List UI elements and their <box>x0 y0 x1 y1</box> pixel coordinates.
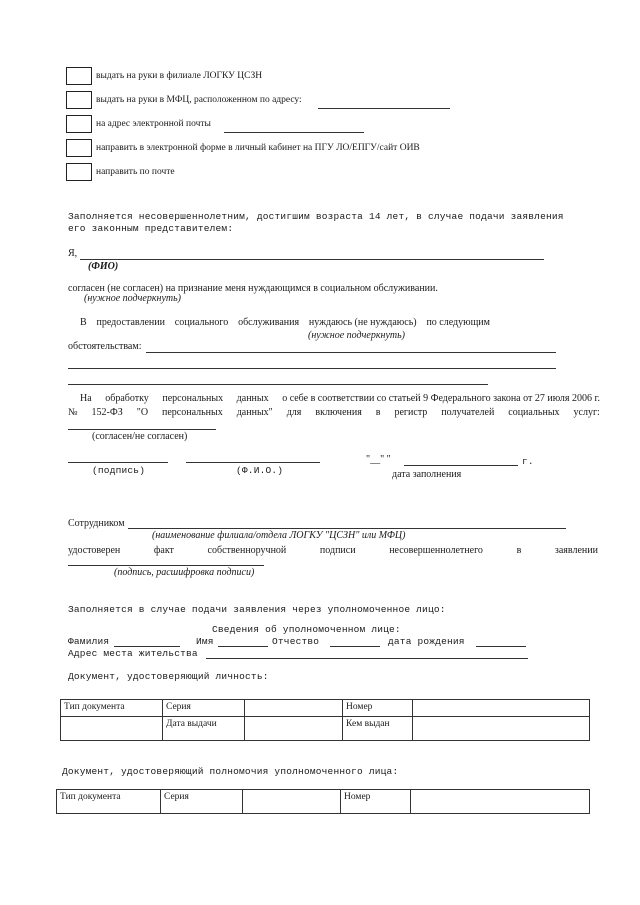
proxy-birth-label: дата рождения <box>388 636 465 647</box>
auth-series-label: Серия <box>161 790 243 814</box>
fio-hint: (ФИО) <box>88 261 119 272</box>
option-cabinet: направить в электронной форме в личный кабинет на ПГУ ЛО/ЕПГУ/сайт ОИВ <box>96 143 420 153</box>
pd-line2: № 152-ФЗ "О персональных данных" для включения в регистр получателей социальных услуг: <box>68 407 600 418</box>
proxy-surname-field[interactable] <box>114 646 180 647</box>
identity-doc-title: Документ, удостоверяющий личность: <box>68 671 269 682</box>
employee-sign-field[interactable] <box>68 565 264 566</box>
year-suffix: г. <box>522 456 534 467</box>
option-branch: выдать на руки в филиале ЛОГКУ ЦСЗН <box>96 71 263 81</box>
checkbox-email[interactable] <box>66 115 92 133</box>
date-quote: "__" " <box>366 454 391 465</box>
proxy-name-label: Имя <box>196 636 214 647</box>
fio-field[interactable] <box>80 259 544 260</box>
proxy-address-field[interactable] <box>206 658 528 659</box>
circumstances-field-2[interactable] <box>68 368 556 369</box>
id-type-label: Тип документа <box>61 700 163 717</box>
signature-fio-hint: (Ф.И.О.) <box>236 465 284 476</box>
proxy-intro: Заполняется в случае подачи заявления через уполномоченное лицо: <box>68 604 446 615</box>
pd-line1: На обработку персональных данных о себе в соответствии со статьей 9 Федерального закона от 27 июля 2006 г. <box>80 393 600 404</box>
mfc-address-field[interactable] <box>318 108 450 109</box>
identity-doc-table <box>60 699 590 741</box>
pd-answer-hint: (согласен/не согласен) <box>92 431 188 442</box>
id-number-value[interactable] <box>413 700 590 717</box>
proxy-patronymic-label: Отчество <box>272 636 320 647</box>
proxy-birth-field[interactable] <box>476 646 526 647</box>
employee-branch-field[interactable] <box>128 528 566 529</box>
minor-intro-line2: его законным представителем: <box>68 223 234 234</box>
ya-label: Я, <box>68 248 78 259</box>
need-hint: (нужное подчеркнуть) <box>308 330 405 341</box>
checkbox-post[interactable] <box>66 163 92 181</box>
signature-hint: (подпись) <box>92 465 146 476</box>
authority-doc-table <box>56 789 590 814</box>
id-series-value[interactable] <box>245 700 343 717</box>
circumstances-field-3[interactable] <box>68 384 488 385</box>
proxy-name-field[interactable] <box>218 646 268 647</box>
signature-field[interactable] <box>68 462 168 463</box>
id-issue-date-value[interactable] <box>245 717 343 741</box>
verify-line: удостоверен факт собственноручной подписи несовершеннолетнего в заявлении <box>68 545 598 556</box>
option-mfc: выдать на руки в МФЦ, расположенном по адресу: <box>96 95 302 105</box>
pd-answer-field[interactable] <box>68 429 216 430</box>
circumstances-field-1[interactable] <box>146 352 556 353</box>
auth-number-label: Номер <box>341 790 411 814</box>
signature-fio-field[interactable] <box>186 462 320 463</box>
minor-intro-line1: Заполняется несовершеннолетним, достигшим возраста 14 лет, в случае подачи заявления <box>68 211 564 222</box>
authority-doc-title: Документ, удостоверяющий полномочия уполномоченного лица: <box>62 766 399 777</box>
consent-hint: (нужное подчеркнуть) <box>84 293 181 304</box>
option-email: на адрес электронной почты <box>96 119 211 129</box>
consent-text: согласен (не согласен) на признание меня нуждающимся в социальном обслуживании. <box>68 283 438 294</box>
employee-hint: (наименование филиала/отдела ЛОГКУ "ЦСЗН" или МФЦ) <box>152 530 406 541</box>
id-series-label: Серия <box>163 700 245 717</box>
proxy-surname-label: Фамилия <box>68 636 110 647</box>
proxy-info-title: Сведения об уполномоченном лице: <box>212 624 401 635</box>
checkbox-branch[interactable] <box>66 67 92 85</box>
employee-sign-hint: (подпись, расшифровка подписи) <box>114 567 255 578</box>
checkbox-cabinet[interactable] <box>66 139 92 157</box>
id-issue-date-label: Дата выдачи <box>163 717 245 741</box>
circumstances-label: обстоятельствам: <box>68 341 142 352</box>
id-number-label: Номер <box>343 700 413 717</box>
need-line: В предоставлении социального обслуживания нуждаюсь (не нуждаюсь) по следующим <box>80 317 490 328</box>
date-field[interactable] <box>404 465 518 466</box>
option-post: направить по почте <box>96 167 175 177</box>
id-type-value[interactable] <box>61 717 163 741</box>
checkbox-mfc[interactable] <box>66 91 92 109</box>
id-issued-by-label: Кем выдан <box>343 717 413 741</box>
auth-series-value[interactable] <box>243 790 341 814</box>
date-label: дата заполнения <box>392 469 462 480</box>
auth-number-value[interactable] <box>411 790 590 814</box>
email-field[interactable] <box>224 132 364 133</box>
employee-label: Сотрудником <box>68 518 125 529</box>
proxy-patronymic-field[interactable] <box>330 646 380 647</box>
proxy-address-label: Адрес места жительства <box>68 648 198 659</box>
auth-type-label: Тип документа <box>57 790 161 814</box>
id-issued-by-value[interactable] <box>413 717 590 741</box>
